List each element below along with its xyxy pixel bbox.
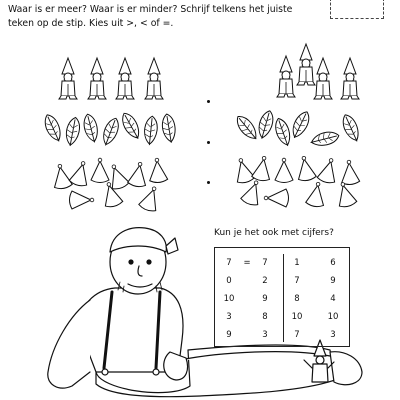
table-row [215,330,351,344]
right-number-b: 6 [330,258,336,268]
left-number-a: 3 [226,312,232,322]
left-number-a: 7 [226,258,232,268]
gnome-group-left [59,58,163,99]
right-number-a: 7 [294,330,300,340]
hat-group-right [232,155,360,209]
left-number-b: 8 [262,312,268,322]
table-row [215,294,351,308]
sign-slot[interactable]: = [243,258,251,268]
left-number-a: 9 [226,330,232,340]
hat-group-left [51,157,168,212]
right-number-b: 4 [330,294,336,304]
right-number-a: 10 [291,312,303,322]
table-row [215,312,351,326]
feather-group-right [234,109,362,148]
left-number-a: 10 [223,294,235,304]
instruction-line-1: Waar is er meer? Waar is er minder? Schrijf telkens het juiste [8,4,293,15]
left-number-b: 3 [262,330,268,340]
right-number-a: 7 [294,276,300,286]
right-number-b: 3 [330,330,336,340]
right-number-a: 1 [294,258,300,268]
table-row [215,276,351,290]
right-number-b: 10 [327,312,339,322]
left-number-b: 7 [262,258,268,268]
instruction-line-2: teken op de stip. Kies uit >, < of =. [8,18,174,29]
right-number-a: 8 [294,294,300,304]
left-number-b: 9 [262,294,268,304]
gnome-group-right [277,44,359,99]
left-number-a: 0 [226,276,232,286]
number-question: Kun je het ook met cijfers? [214,228,334,238]
feather-group-left [42,110,176,147]
table-row [215,258,351,272]
left-number-b: 2 [262,276,268,286]
right-number-b: 9 [330,276,336,286]
number-comparison-table [214,247,350,347]
